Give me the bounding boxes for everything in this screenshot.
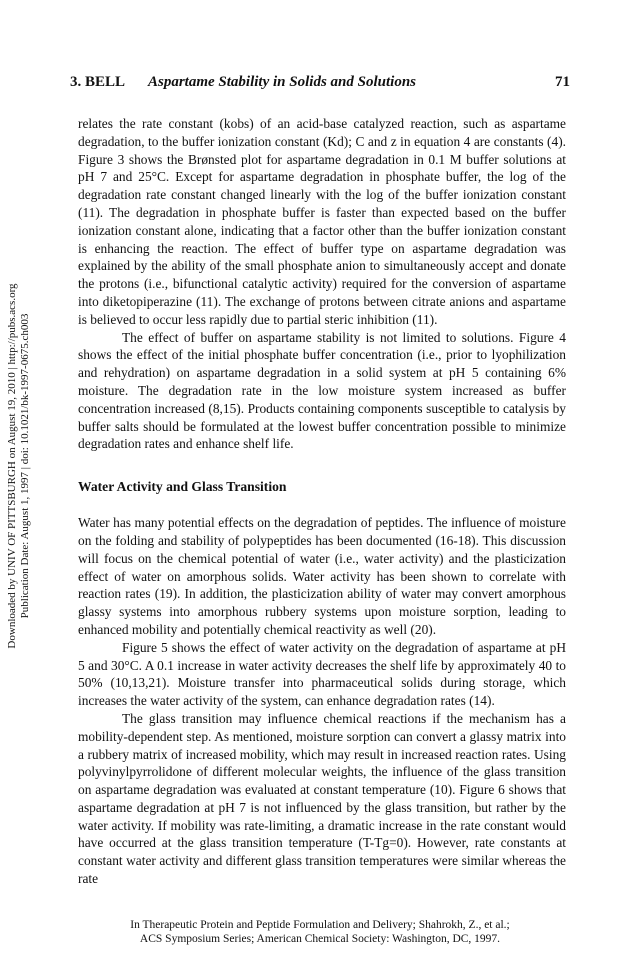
- paragraph: The effect of buffer on aspartame stability is not limited to solutions. Figure 4 shows the effect of the initial phosphate buffer concentration (i.e., prior to lyophilization and rehydration) on aspartame degradation in a solid system at pH 5 containing 6% moisture. The degradation rate in the low moisture system increased as buffer concentration increased (8,15). Products containing components susceptible to catalysis by buffer salts should be formulated at the lowest buffer concentration possible to minimize degradation rates and enhance shelf life.: [78, 329, 566, 452]
- citation-line-2: ACS Symposium Series; American Chemical Society: Washington, DC, 1997.: [139, 933, 501, 945]
- publication-line[interactable]: Publication Date: August 1, 1997 | doi: 10.1021/bk-1997-0675.ch003: [19, 313, 31, 619]
- running-header: [70, 70, 570, 94]
- running-title: Aspartame Stability in Solids and Solutions: [148, 74, 416, 90]
- paragraph: relates the rate constant (kobs) of an acid-base catalyzed reaction, such as aspartame degradation, to the buffer ionization constant (Kd); C and z in equation 4 are constants (4). Figure 3 shows the Brønsted plot for aspartame degradation in 0.1 M buffer solutions at pH 7 and 25°C. Except for aspartame degradation in phosphate buffer, the log of the degradation rate constant changed linearly with the log of the buffer ionization constant (11). The degradation in phosphate buffer is faster than expected based on the buffer ionization constant alone, indicating that a factor other than the buffer ionization constant is enhancing the reaction. The effect of buffer type on aspartame degradation was explained by the ability of the small phosphate anion to simultaneously accept and donate the protons (i.e., bifunctional catalytic activity) required for the conversion of aspartame into diketopiperazine (11). The exchange of protons between citrate anions and aspartame is believed to occur less rapidly due to partial steric inhibition (11).: [78, 116, 566, 327]
- body-text: [78, 115, 566, 888]
- chapter-label: 3. BELL: [70, 74, 126, 90]
- page-number: 71: [555, 74, 570, 90]
- paragraph: The glass transition may influence chemical reactions if the mechanism has a mobility-dependent step. As mentioned, moisture sorption can convert a glassy matrix into a rubbery matrix of increased mobility, which may result in increased reaction rates. Using polyvinylpyrrolidone of different molecular weights, the influence of the glass transition on aspartame degradation was evaluated at constant temperature (10). Figure 6 shows that aspartame degradation at pH 7 is not influenced by the glass transition, but rather by the water activity. If mobility was rate-limiting, a dramatic increase in the rate constant would have occurred at the glass transition temperature (T-Tg=0). However, rate constants at constant water activity and different glass transition temperatures were similar whereas the rate: [78, 710, 566, 887]
- section-heading: Water Activity and Glass Transition: [78, 479, 287, 495]
- citation-footer: [60, 918, 580, 946]
- paragraph: Water has many potential effects on the degradation of peptides. The influence of moisture on the folding and stability of polypeptides has been documented (16-18). This discussion will focus on the chemical potential of water (i.e., water activity) and the plasticization effect of water on amorphous solids. Water activity has been shown to correlate with reaction rates (19). In addition, the plasticization ability of water may convert amorphous glassy systems into amorphous rubbery systems upon moisture sorption, leading to enhanced mobility and potentially chemical reactivity as well (20).: [78, 515, 566, 637]
- paragraph: Figure 5 shows the effect of water activity on the degradation of aspartame at pH 5 and 30°C. A 0.1 increase in water activity decreases the shelf life by approximately 40 to 50% (10,13,21). Moisture transfer into pharmaceutical solids during storage, which increases the water activity of the system, can enhance degradation rates (14).: [78, 639, 566, 709]
- citation-line-1: In Therapeutic Protein and Peptide Formulation and Delivery; Shahrokh, Z., et al.;: [130, 919, 510, 931]
- download-line[interactable]: Downloaded by UNIV OF PITTSBURGH on August 19, 2010 | http://pubs.acs.org: [6, 283, 18, 649]
- download-watermark: [6, 266, 36, 666]
